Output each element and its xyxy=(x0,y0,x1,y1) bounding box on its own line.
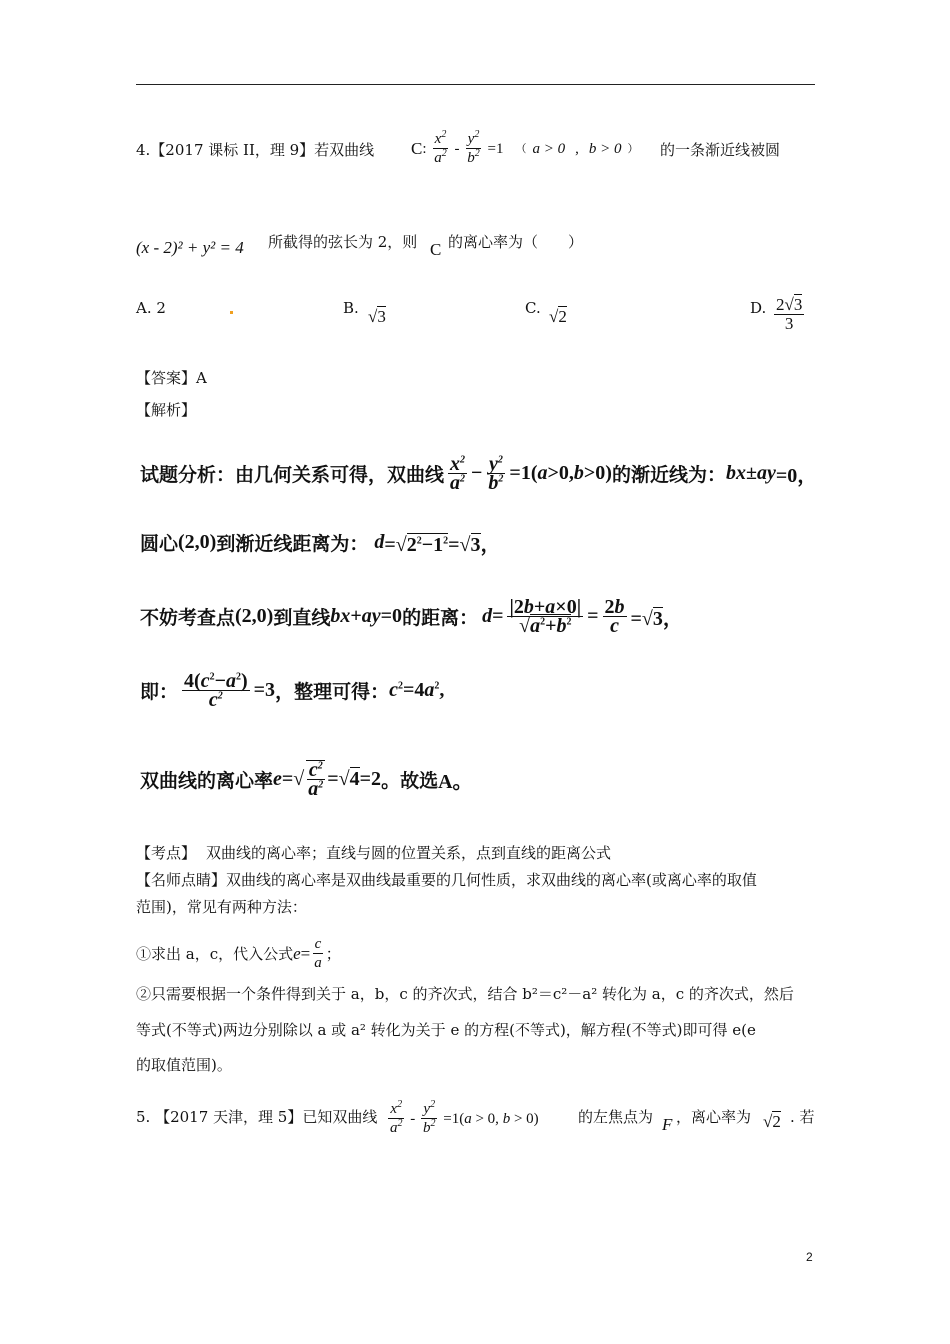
analysis-l5c: A。 xyxy=(438,770,473,793)
analysis-l4b: ，整理可得： xyxy=(275,681,390,703)
option-a: A. 2 xyxy=(136,299,166,317)
q4-line2-C: C xyxy=(430,240,442,259)
answer-line xyxy=(136,368,207,388)
header-rule xyxy=(136,84,815,85)
analysis-l1b: 的渐近线为： xyxy=(611,464,726,486)
q4-line1 xyxy=(136,140,374,160)
analysis-l3a: 不妨考查点 xyxy=(140,607,236,629)
mingshi-p3a: ②只需要根据一个条件得到关于 a，b，c 的齐次式，结合 b²＝c²－a² 转化为 a，c 的齐次式，然后 xyxy=(136,985,794,1003)
answer-value: A xyxy=(196,369,207,387)
option-d-value: $\frac{2√3}{3}$ xyxy=(776,295,803,333)
q4-line2-text: 所截得的弦长为 2，则 xyxy=(268,233,418,251)
mingshi-p2: ①求出 a，c，代入公式 e = $\frac{c}{a}$ ； xyxy=(136,936,341,971)
curve-name: C xyxy=(411,138,423,158)
analysis-l3b: 到直线 xyxy=(273,607,331,629)
analysis-line2: 圆心 (2,0) 到渐近线距离为： d $=√2^2-1^2=√3$， xyxy=(140,531,501,556)
mingshi-p3b: 等式(不等式)两边分别除以 a 或 a² 转化为关于 e 的方程(不等式)，解方程(不等式)即可得 e(e xyxy=(136,1021,756,1039)
option-b-label: B. xyxy=(343,299,359,317)
kaodian-line xyxy=(136,843,611,863)
mingshi-p1a: 双曲线的离心率是双曲线最重要的几何性质，求双曲线的离心率(或离心率的取值 xyxy=(226,871,757,889)
q4-prefix: 4.【2017 课标 II，理 9】若双曲线 xyxy=(136,141,375,159)
q5-prefix: 5. 【2017 天津，理 5】已知双曲线 xyxy=(136,1108,378,1126)
q5-equation: $\frac{x^2}{a^2}$ - $\frac{y^2}{b^2}$ =1(a > 0, b > 0) xyxy=(390,1099,539,1136)
analysis-l5b: 。故选 xyxy=(381,769,439,792)
page-number: 2 xyxy=(806,1250,813,1264)
option-c-label: C. xyxy=(525,299,541,317)
analysis-line4: 即： $\frac{4(c^2-a^2)}{c^2}$ =3 ，整理可得： c $^2$=4 a $^2$, xyxy=(140,670,445,711)
circle-equation: (x - 2)² + y² = 4 xyxy=(136,238,244,257)
option-d-label: D. xyxy=(750,299,767,317)
analysis-line5: 双曲线的离心率 e =√ $\frac{c^2}{a^2}$ =√4=2 。故选 A。 xyxy=(140,759,473,800)
q4-suffix: 的一条渐近线被圆 xyxy=(660,141,781,159)
q5-sqrt2: √2 xyxy=(763,1112,781,1131)
analysis-l3c: 的距离： xyxy=(402,607,479,629)
cond-a: a > 0 xyxy=(532,140,566,157)
kaodian-text: 双曲线的离心率；直线与圆的位置关系，点到直线的距离公式 xyxy=(206,844,612,862)
mingshi-line1 xyxy=(136,870,757,890)
analysis-l2b: 到渐近线距离为： xyxy=(216,533,369,555)
q4-equation: C : $\frac{x^2}{a^2}$ - $\frac{y^2}{b^2}$ =1 （ a > 0 , b > 0 ） xyxy=(411,129,639,166)
mingshi-p3c: 的取值范围)。 xyxy=(136,1056,232,1074)
analysis-label: 【解析】 xyxy=(136,401,197,419)
analysis-l5a: 双曲线的离心率 xyxy=(140,769,274,792)
q4-line2-tail: 的离心率为（ ） xyxy=(448,233,584,251)
analysis-l4a: 即： xyxy=(140,681,179,703)
mingshi-p1b: 范围)，常见有两种方法： xyxy=(136,898,307,916)
option-c-value: √2 xyxy=(549,307,567,326)
option-b-value: √3 xyxy=(368,307,386,326)
q5-end: . 若 xyxy=(790,1108,815,1126)
mingshi-p2-text: ①求出 a，c，代入公式 xyxy=(136,944,294,963)
q5-F: F xyxy=(662,1115,673,1134)
analysis-line3: 不妨考查点 (2,0) 到直线 bx + ay =0 的距离： d = $\frac{|2b+a\times 0|}{√a^2+b^2}$ = $\frac{2b}{c}$ =√3， xyxy=(140,596,683,637)
mingshi-label: 【名师点睛】 xyxy=(136,871,227,889)
analysis-line1: 试题分析：由几何关系可得，双曲线 $\frac{x^2}{a^2}$ − $\frac{y^2}{b^2}$ =1( a >0, b >0) 的渐近线为： bx ± ay =0， xyxy=(140,453,818,494)
stray-dot xyxy=(230,311,233,314)
analysis-l1a: 试题分析：由几何关系可得，双曲线 xyxy=(140,464,445,486)
analysis-l2a: 圆心 xyxy=(140,533,179,555)
cond-b: b > 0 xyxy=(588,140,622,157)
answer-label: 【答案】 xyxy=(136,369,197,387)
q5-mid: 的左焦点为 xyxy=(578,1108,654,1126)
kaodian-label: 【考点】 xyxy=(136,844,197,862)
q5-tail: ，离心率为 xyxy=(676,1108,752,1126)
